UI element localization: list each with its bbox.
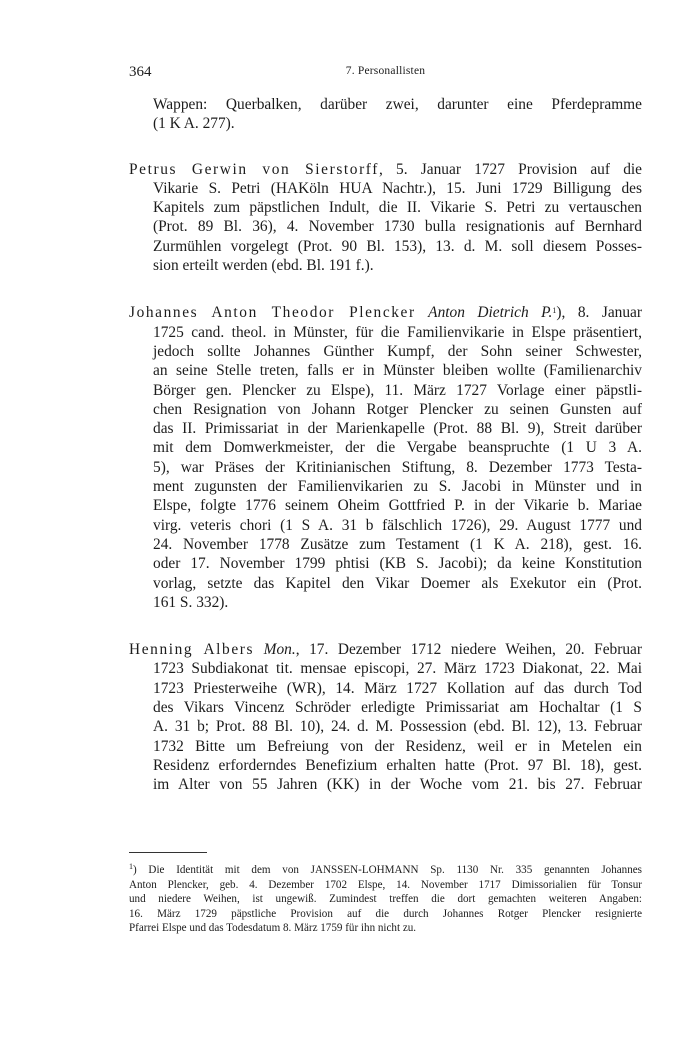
- entry-text: , 17. Dezember 1712 niedere Weihen, 20. Februar: [295, 641, 643, 659]
- text-line: vorlag, setzte das Kapitel den Vikar Doemer als Exekutor ein (Prot.: [153, 574, 642, 592]
- text-line: ment zugunsten der Familienvikarien zu S. Jacobi in Münster und in: [153, 478, 642, 496]
- coat-of-arms-paragraph: [129, 95, 642, 134]
- text-line: A. 31 b; Prot. 88 Bl. 10), 24. d. M. Possession (ebd. Bl. 12), 13. Februar: [153, 718, 642, 736]
- text-line: oder 17. November 1799 phtisi (KB S. Jacobi); da keine Konstitution: [153, 555, 642, 573]
- text-line: des Vikars Vincenz Schröder erledigte Primissariat am Hochaltar (1 S: [153, 699, 642, 717]
- text-line: mit dem Domwerkmeister, der die Vergabe beanspruchte (1 U 3 A.: [153, 439, 642, 457]
- text-line: im Alter von 55 Jahren (KK) in der Woche vom 21. bis 27. Februar: [153, 776, 642, 794]
- text-line: Wappen: Querbalken, darüber zwei, darunter eine Pferdepramme: [153, 96, 642, 113]
- footnote-reference: 1: [552, 306, 557, 316]
- page-number: 364: [129, 64, 152, 80]
- text-line: [129, 303, 642, 322]
- person-name: Henning Albers: [129, 641, 255, 659]
- person-name: Johannes Anton Theodor Plencker: [129, 304, 416, 322]
- text-line: Pfarrei Elspe und das Todesdatum 8. März 1759 für ihn nicht zu.: [129, 922, 417, 935]
- text-line: sion erteilt werden (ebd. Bl. 191 f.).: [153, 257, 374, 275]
- text-line: jedoch sollte Johannes Günther Kumpf, der Sohn seiner Schwester,: [153, 342, 642, 360]
- text-line: Residenz erforderndes Benefizium erhalten hatte (Prot. 97 Bl. 18), gest.: [153, 756, 642, 774]
- text-line: Kapitels zum päpstlichen Indult, die II. Vikarie S. Petri zu vertauschen: [153, 199, 642, 217]
- text-line: Elspe, folgte 1776 seinem Oheim Gottfried P. in der Vikarie b. Mariae: [153, 497, 642, 515]
- text-line: (Prot. 89 Bl. 36), 4. November 1730 bulla resignationis auf Bernhard: [153, 218, 642, 236]
- person-alias: Anton Dietrich P.: [428, 304, 553, 322]
- footnote-text: ) Die Identität mit dem von JANSSEN-LOHMANN Sp. 1130 Nr. 335 genannten Johannes: [133, 864, 642, 876]
- text-line: 5), war Präses der Kritinianischen Stiftung, 8. Dezember 1773 Testa-: [153, 458, 642, 476]
- text-line: Zurmühlen vorgelegt (Prot. 90 Bl. 153), 13. d. M. soll diesem Posses-: [153, 237, 642, 255]
- text-line: Anton Plencker, geb. 4. Dezember 1702 Elspe, 14. November 1717 Dimissorialien für Tonsur: [129, 878, 642, 891]
- text-line: chen Resignation von Johann Rotger Plencker zu seinen Gunsten auf: [153, 400, 642, 418]
- text-line: das II. Primissariat in der Marienkapelle (Prot. 88 Bl. 9), Streit darüber: [153, 420, 642, 438]
- footnote: [129, 863, 642, 936]
- entry-text: , 5. Januar 1727 Provision auf die: [378, 160, 642, 178]
- running-title: 7. Personallisten: [345, 65, 426, 77]
- text-line: (1 K A. 277).: [153, 115, 235, 133]
- text-line: 24. November 1778 Zusätze zum Testament (1 K A. 218), gest. 16.: [153, 535, 642, 553]
- text-line: [129, 160, 642, 179]
- text-line: 1725 cand. theol. in Münster, für die Familienvikarie in Elspe präsentiert,: [153, 323, 642, 341]
- text-line: an seine Stelle treten, falls er in Münster bleiben wollte (Familienarchiv: [153, 362, 642, 380]
- footnote-divider: [129, 852, 207, 853]
- text-line: [129, 640, 642, 659]
- text-line: Vikarie S. Petri (HAKöln HUA Nachtr.), 15. Juni 1729 Billigung des: [153, 179, 642, 197]
- person-alias: Mon.: [263, 641, 296, 659]
- running-head: [129, 64, 642, 84]
- text-line: und niedere Weihen, ist ungewiß. Zumindest treffen die dort gemachten weiteren Angaben:: [129, 893, 642, 906]
- text-line: Börger gen. Plencker zu Elspe), 11. März 1727 Vorlage einer päpstli-: [153, 381, 642, 399]
- person-entry-sierstorff: [129, 160, 642, 276]
- text-line: virg. veteris chori (1 S A. 31 b fälschlich 1726), 29. August 1777 und: [153, 516, 642, 534]
- text-line: 1732 Bitte um Befreiung von der Residenz, weil er in Metelen ein: [153, 737, 642, 755]
- person-name: Petrus Gerwin von Sierstorff: [129, 160, 379, 178]
- text-line: 161 S. 332).: [153, 593, 229, 611]
- entry-text: ), 8. Januar: [556, 304, 642, 322]
- text-line: 16. März 1729 päpstliche Provision auf die durch Johannes Rotger Plencker resignierte: [129, 907, 642, 920]
- text-line: 1723 Subdiakonat tit. mensae episcopi, 27. März 1723 Diakonat, 22. Mai: [153, 660, 642, 678]
- main-text: [129, 95, 642, 823]
- person-entry-albers: [129, 640, 642, 794]
- footnote-mark: 1: [129, 862, 133, 871]
- text-line: 1723 Priesterweihe (WR), 14. März 1727 Kollation auf das durch Tod: [153, 679, 642, 697]
- person-entry-plencker: [129, 303, 642, 612]
- text-line: [129, 863, 642, 878]
